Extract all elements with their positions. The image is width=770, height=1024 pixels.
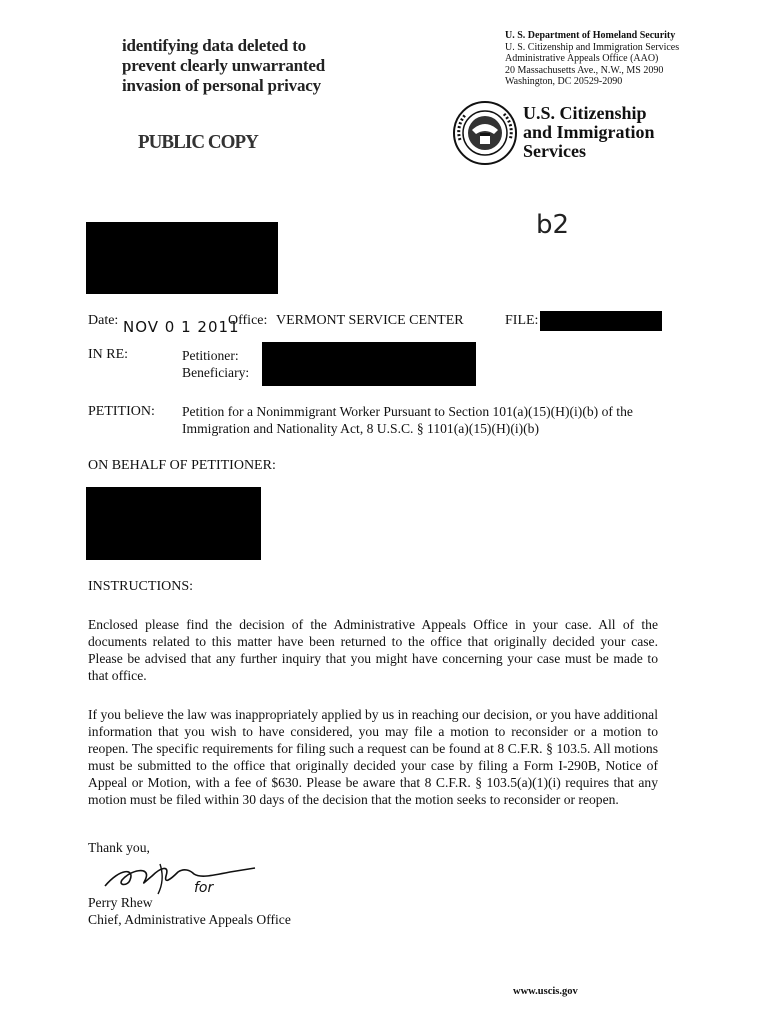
on-behalf-label: ON BEHALF OF PETITIONER: — [88, 458, 276, 473]
redacted-block — [86, 222, 278, 294]
stamp-line-1: identifying data deleted to — [122, 36, 306, 55]
beneficiary-label: Beneficiary: — [182, 365, 250, 380]
in-re-label: IN RE: — [88, 347, 129, 362]
petition-label: PETITION: — [88, 404, 155, 419]
instructions-label: INSTRUCTIONS: — [88, 579, 194, 594]
signature-icon — [100, 856, 260, 898]
stamp-line-3: invasion of personal privacy — [122, 76, 321, 95]
agency-name-line-1: U.S. Citizenship — [523, 103, 647, 123]
date-label: Date: — [88, 313, 119, 328]
signature-for-note: for — [194, 880, 214, 896]
stamp-line-2: prevent clearly unwarranted — [122, 56, 325, 75]
redacted-parties — [262, 342, 476, 386]
agency-name — [523, 104, 655, 161]
redacted-representative — [86, 487, 261, 560]
closing: Thank you, — [88, 840, 150, 855]
petitioner-label: Petitioner: — [182, 348, 239, 363]
petition-line-1: Petition for a Nonimmigrant Worker Pursuant to Section 101(a)(15)(H)(i)(b) of the — [182, 404, 633, 419]
paragraph-decision-enclosed: Enclosed please find the decision of the Administrative Appeals Office in your case. All of the documents related to this matter have been returned to the office that originally decided your case. Please be advised that any further inquiry that you might have concerning your case must be made to that office. — [88, 617, 658, 683]
agency-subname: U. S. Citizenship and Immigration Services — [505, 41, 680, 53]
redacted-file-number — [540, 311, 662, 331]
petition-line-2: Immigration and Nationality Act, 8 U.S.C. § 1101(a)(15)(H)(i)(b) — [182, 421, 540, 436]
date-stamp: NOV 0 1 2011 — [123, 318, 240, 336]
dhs-seal-icon — [452, 100, 518, 166]
footer-url: www.uscis.gov — [513, 986, 578, 997]
agency-name-line-3: Services — [523, 141, 586, 161]
agency-name-line-2: and Immigration — [523, 122, 655, 142]
public-copy-stamp: PUBLIC COPY — [138, 131, 258, 153]
file-label: FILE: — [505, 313, 539, 328]
agency-address — [505, 30, 745, 88]
city-address: Washington, DC 20529-2090 — [505, 76, 623, 87]
privacy-stamp — [122, 36, 382, 96]
dept-name: U. S. Department of Homeland Security — [505, 30, 676, 41]
office-value: VERMONT SERVICE CENTER — [276, 313, 464, 328]
signer-title: Chief, Administrative Appeals Office — [88, 912, 291, 927]
office-name: Administrative Appeals Office (AAO) — [505, 53, 659, 64]
signer-name: Perry Rhew — [88, 895, 153, 910]
paragraph-motion-info: If you believe the law was inappropriately applied by us in reaching our decision, or you have additional information that you wish to have considered, you may file a motion to reconsider or a motion to reopen. The specific requirements for filing such a request can be found at 8 C.F.R. § 103.5. All motions must be submitted to the office that originally decided your case by filing a Form I-290B, Notice of Appeal or Motion, with a fee of $630. Please be aware that 8 C.F.R. § 103.5(a)(1)(i) requires that any motion must be filed within 30 days of the decision that the motion seeks to reconsider or reopen. — [88, 707, 658, 807]
handwritten-note: b2 — [536, 210, 570, 240]
office-label: Office: — [228, 313, 268, 328]
street-address: 20 Massachusetts Ave., N.W., MS 2090 — [505, 64, 664, 76]
